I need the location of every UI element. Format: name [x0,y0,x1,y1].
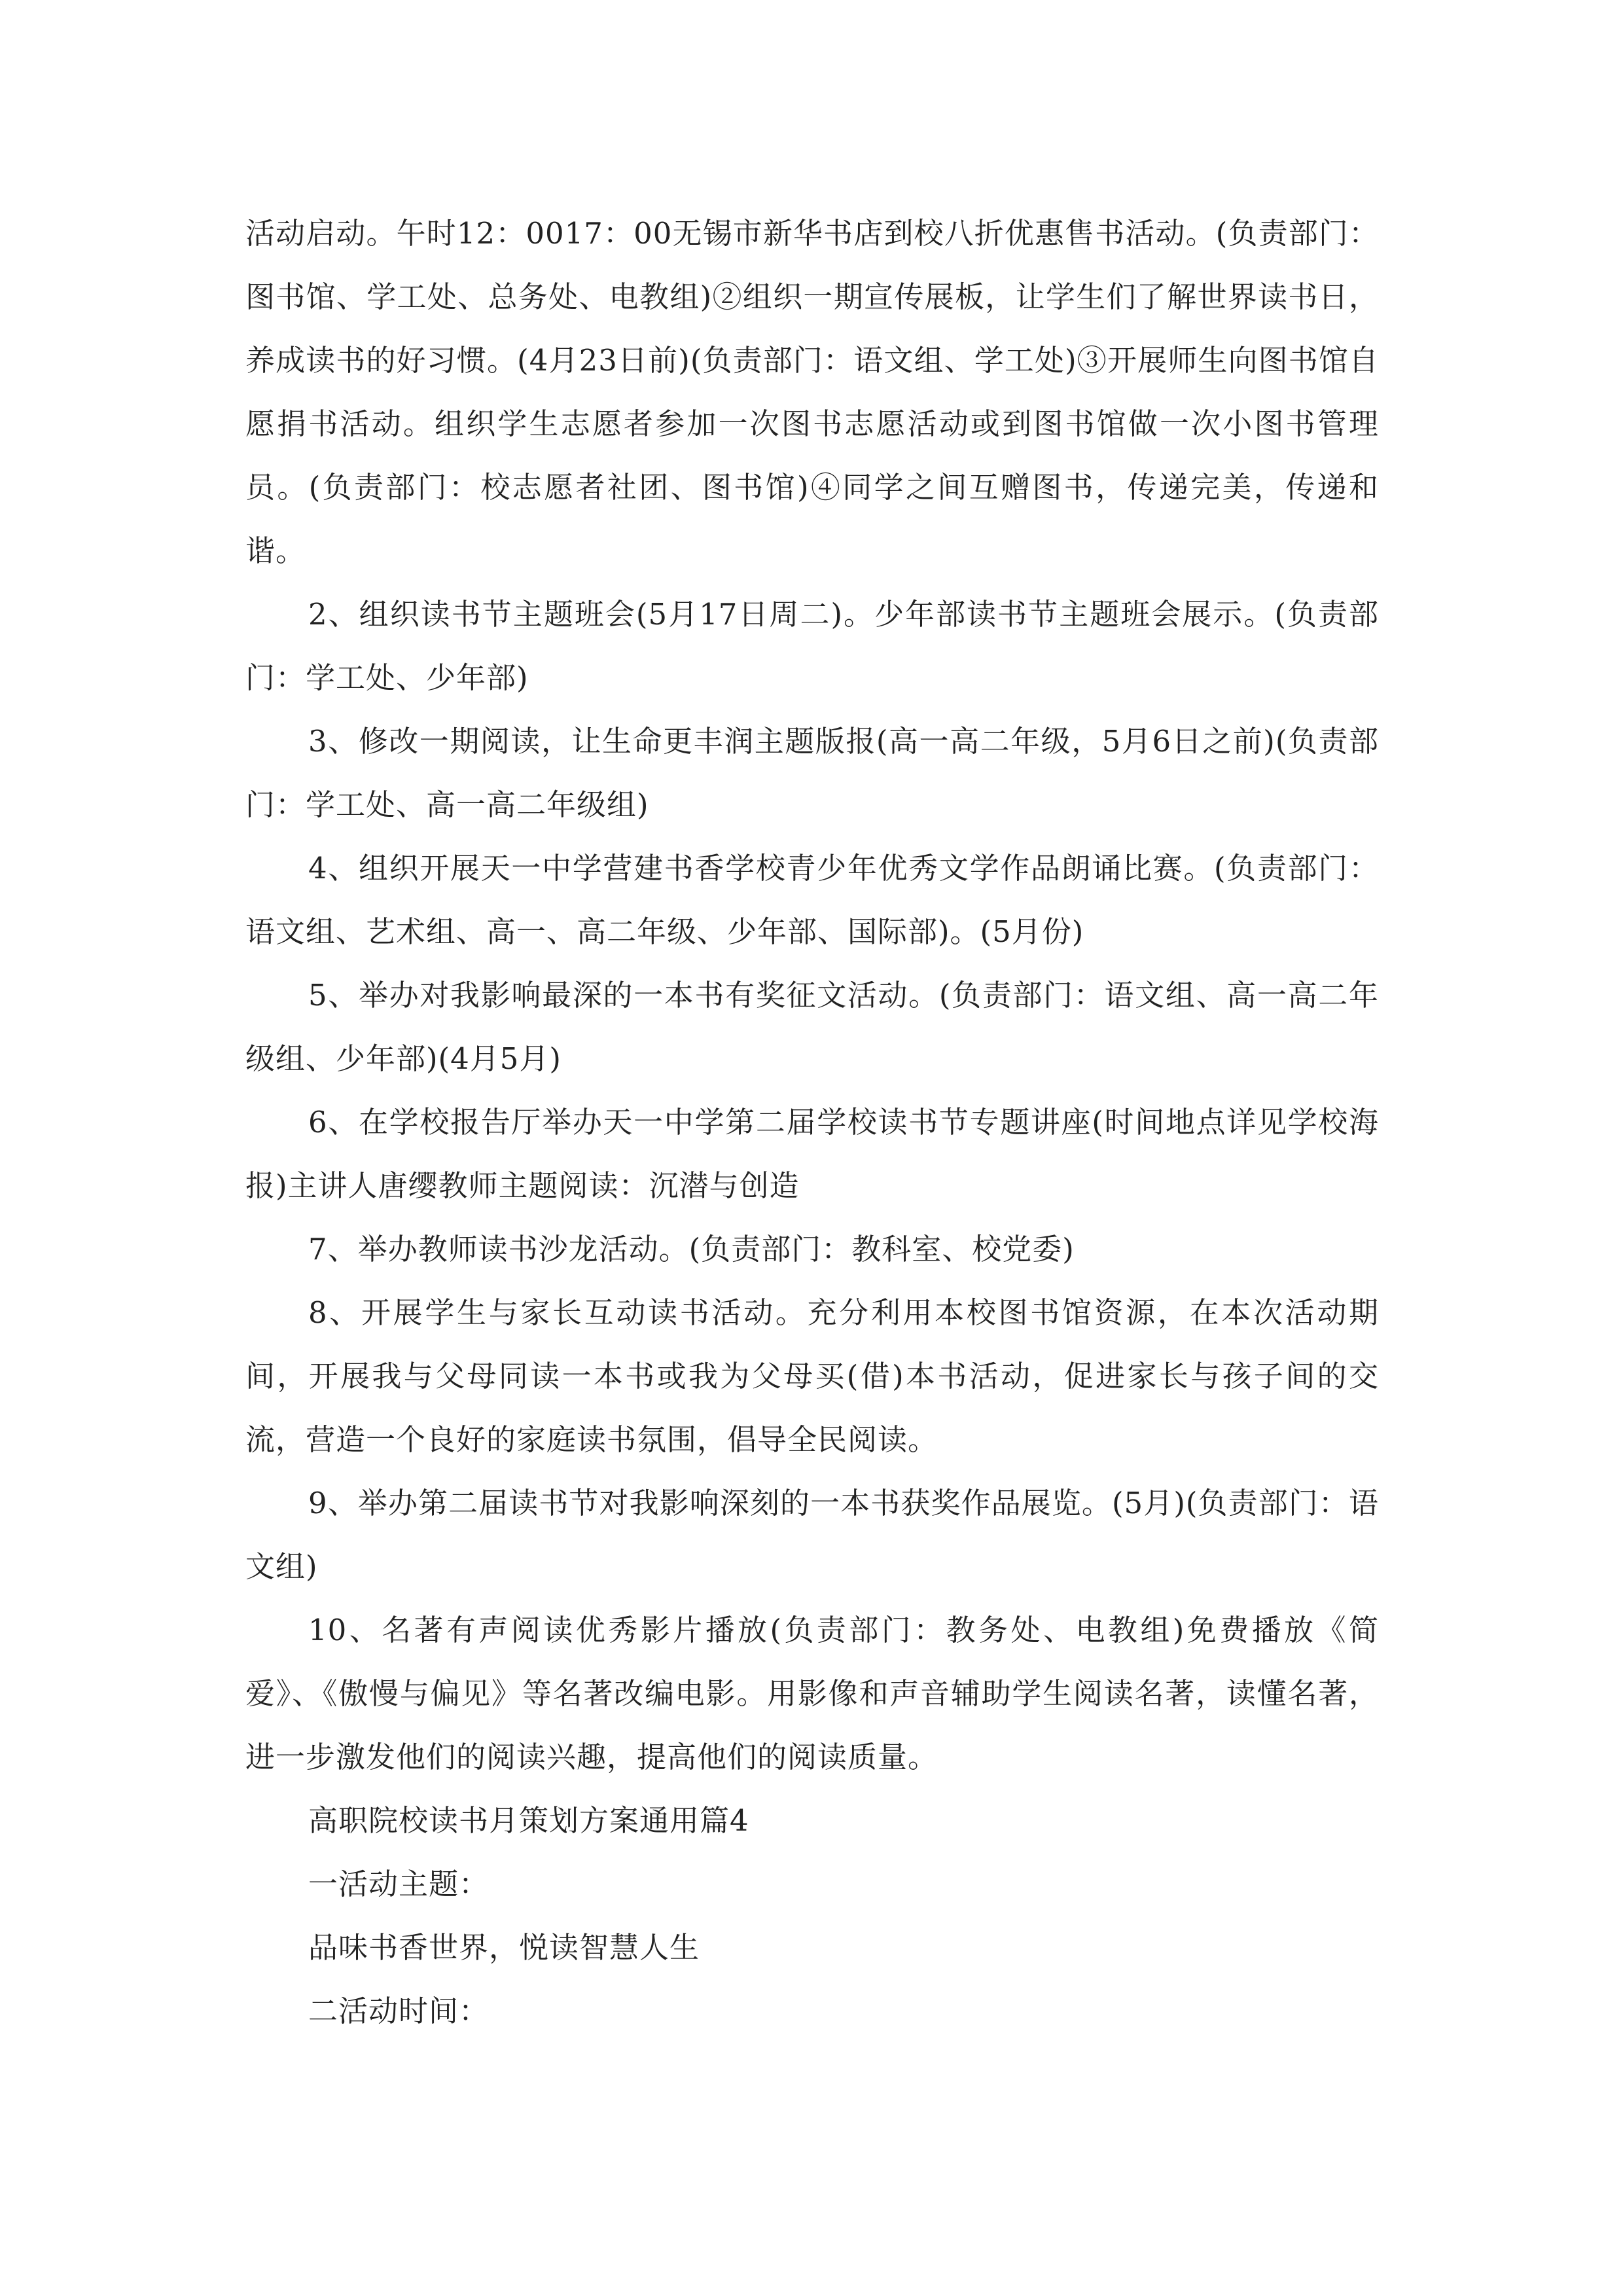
paragraph-item-4: 4、组织开展天一中学营建书香学校青少年优秀文学作品朗诵比赛。(负责部门：语文组、艺术组、高一、高二年级、少年部、国际部)。(5月份) [245,851,1379,949]
activity-theme-text: 品味书香世界，悦读智慧人生 [308,1930,700,1965]
subheading-activity-theme: 一活动主题： [308,1867,490,1901]
subheading-activity-time: 二活动时间： [308,1994,490,2028]
paragraph-item-6: 6、在学校报告厅举办天一中学第二届学校读书节专题讲座(时间地点详见学校海报)主讲人唐缨教师主题阅读：沉潜与创造 [245,1105,1379,1203]
document-body [245,202,1379,2043]
paragraph-item-10: 10、名著有声阅读优秀影片播放(负责部门：教务处、电教组)免费播放《简爱》、《傲慢与偏见》等名著改编电影。用影像和声音辅助学生阅读名著，读懂名著，进一步激发他们的阅读兴趣，提高他们的阅读质量。 [245,1613,1379,1774]
paragraph-item-7: 7、举办教师读书沙龙活动。(负责部门：教科室、校党委) [308,1232,1075,1266]
paragraph-item-2: 2、组织读书节主题班会(5月17日周二)。少年部读书节主题班会展示。(负责部门：学工处、少年部) [245,597,1379,695]
paragraph-item-8: 8、开展学生与家长互动读书活动。充分利用本校图书馆资源，在本次活动期间，开展我与父母同读一本书或我为父母买(借)本书活动，促进家长与孩子间的交流，营造一个良好的家庭读书氛围，倡导全民阅读。 [245,1295,1379,1457]
section-heading: 高职院校读书月策划方案通用篇4 [308,1803,749,1838]
paragraph-item-9: 9、举办第二届读书节对我影响深刻的一本书获奖作品展览。(5月)(负责部门：语文组) [245,1486,1379,1584]
paragraph-continuation: 活动启动。午时12：0017：00无锡市新华书店到校八折优惠售书活动。(负责部门：图书馆、学工处、总务处、电教组)②组织一期宣传展板，让学生们了解世界读书日，养成读书的好习惯。(4月23日前)(负责部门：语文组、学工处)③开展师生向图书馆自愿捐书活动。组织学生志愿者参加一次图书志愿活动或到图书馆做一次小图书管理员。(负责部门：校志愿者社团、图书馆)④同学之间互赠图书，传递完美，传递和谐。 [245,216,1379,568]
paragraph-item-3: 3、修改一期阅读，让生命更丰润主题版报(高一高二年级，5月6日之前)(负责部门：学工处、高一高二年级组) [245,724,1379,822]
paragraph-item-5: 5、举办对我影响最深的一本书有奖征文活动。(负责部门：语文组、高一高二年级组、少年部)(4月5月) [245,978,1379,1076]
